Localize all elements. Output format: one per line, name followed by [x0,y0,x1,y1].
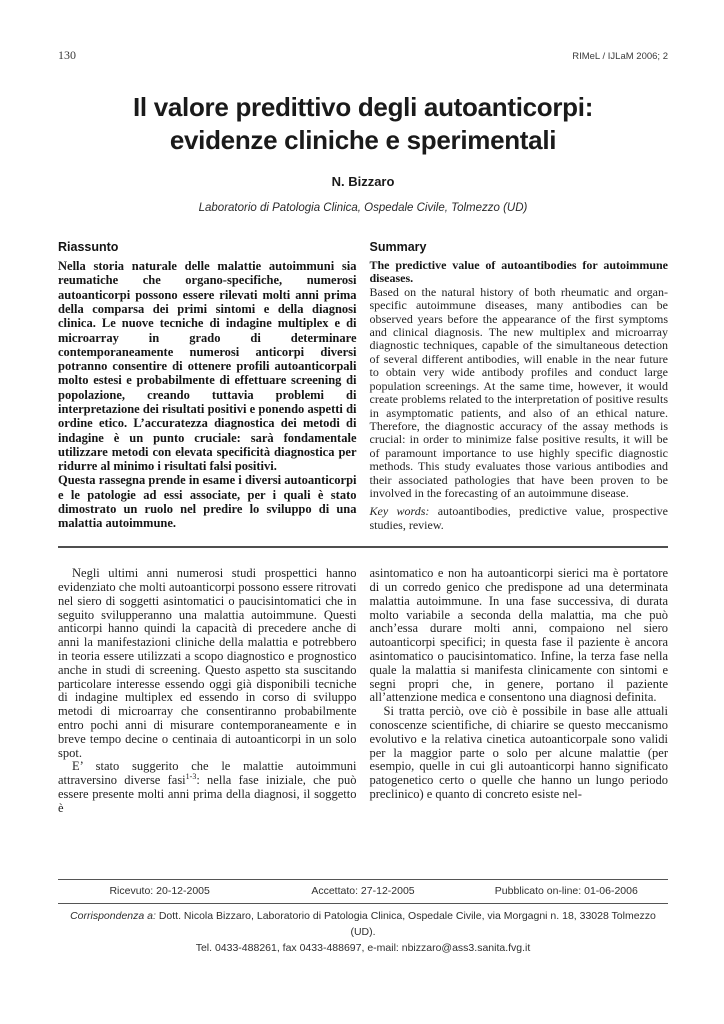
section-divider [58,546,668,548]
paper-title-line-1: Il valore predittivo degli autoanticorpi: [132,92,594,122]
publication-dates [58,880,668,903]
correspondence-label: Corrispondenza a: [70,910,156,922]
paper-title-line-2: evidenze cliniche e sperimentali [169,125,557,156]
keywords-line [370,505,669,532]
summary-paragraph: Based on the natural history of both rheumatic and organ-specific autoimmune diseases, many antibodies can be observed years before the appearance of the first symptoms and clinical diagnosis. The new multiplex and microarray diagnostic techniques, capable of the simultaneous detection of several different antibodies, will enable in the near future to obtain very wide antibody profiles and conduct large population screenings. At the same time, however, it would create problems related to the interpretation of positive results in asymptomatic patients, and also of an ethical nature. Therefore, the diagnostic accuracy of the assay methods is crucial: in order to minimize false positive results, it will be of paramount importance to use highly specific diagnostic methods. This study evaluates those various antibodies and their associated pathologies that have been proven to be involved in the forecasting of an autoimmune disease. [369,284,668,500]
correspondence-contact: Tel. 0433-488261, fax 0433-488697, e-mail: nbizzaro@ass3.sanita.fvg.it [195,941,531,954]
summary-title: The predictive value of autoantibodies for autoimmune diseases. [369,258,668,286]
keywords-text: autoantibodies, predictive value, prospective studies, review. [369,504,668,532]
journal-reference: RIMeL / IJLaM 2006; 2 [572,51,668,62]
published-date: Pubblicato on-line: 01-06-2006 [494,885,638,897]
correspondence-address: Dott. Nicola Bizzaro, Laboratorio di Patologia Clinica, Ospedale Civile, via Morgagni n. 18, 33028 Tolmezzo (UD). [158,910,656,938]
body-left-paragraph-2 [58,760,357,815]
body-right-paragraph-1: asintomatico e non ha autoanticorpi sierici ma è portatore di un corredo genico che predispone ad una determinata malattia autoimmune. In una fase successiva, di durata molto variabile a seconda della malattia, ma che può anch’essa durare molti anni, compaiono nel siero autoanticorpi specifici; in questa fase il paziente è ancora asintomatico o paucisintomatico. Infine, la terza fase nella quale la malattia si manifesta clinicamente con sintomi e segni propri che, in genere, portano il paziente all’attenzione medica e consentono una diagnosi definita. [369,566,668,705]
summary-heading: Summary [369,240,427,255]
author-name: N. Bizzaro [331,174,395,190]
received-date: Ricevuto: 20-12-2005 [109,885,210,897]
body-left-paragraph-2-text: E’ stato suggerito che le malattie autoimmuni attraversino diverse fasi [58,759,357,788]
riassunto-paragraph-2: Questa rassegna prende in esame i diversi autoanticorpi e le patologie ad essi associate, per i quali è stato dimostrato un ruolo nel predire lo sviluppo di una malattia autoimmune. [58,473,357,531]
running-head [58,48,668,63]
author-affiliation: Laboratorio di Patologia Clinica, Ospedale Civile, Tolmezzo (UD) [198,202,528,215]
body-text [58,567,668,815]
citation-superscript: 1-3 [185,771,197,781]
abstract-section [58,240,668,532]
body-left-paragraph-2-continued: : nella fase iniziale, che può essere presente molti anni prima della diagnosi, il soggetto è [58,773,357,815]
riassunto-heading: Riassunto [58,240,119,255]
correspondence-block [58,904,668,956]
keywords-label: Key words: [369,504,430,519]
footer [58,879,668,956]
abstract-english-column [370,240,669,532]
body-left-column [58,567,357,815]
body-left-paragraph-1: Negli ultimi anni numerosi studi prospettici hanno evidenziato che molti autoanticorpi possono essere ritrovati nel siero di soggetti asintomatici o paucisintomatici che in seguito svilupperanno una malattia autoimmune. Questi anticorpi hanno quindi la capacità di precedere anche di anni la manifestazioni cliniche della malattia e potrebbero in teoria essere utilizzati a scopo diagnostico e prognostico anche in studi di screening. Questo aspetto sta suscitando particolare interesse essendo oggi già disponibili tecniche di indagine multiplex ed essendo in corso di sviluppo metodi di microarray che consentiranno probabilmente entro pochi anni di misurare contemporaneamente e in breve tempo decine o centinaia di autoanticorpi in un solo spot. [58,566,357,760]
body-right-paragraph-2: Si tratta perciò, ove ciò è possibile in base alle attuali conoscenze scientifiche, di chiarire se questo meccanismo evolutivo e la relativa cinetica autoanticorpale sono validi per la maggior parte o solo per alcune malattie (per esempio, quelle in cui gli autoanticorpi hanno significato patogenetico certo o quelle che hanno un lungo periodo preclinico) e quanto di concreto esiste nel- [369,704,668,801]
accepted-date: Accettato: 27-12-2005 [311,885,415,897]
body-right-column [370,567,669,815]
paper-title [58,91,668,157]
abstract-italian-column [58,240,357,532]
riassunto-paragraph-1: Nella storia naturale delle malattie autoimmuni sia reumatiche che organo-specifiche, numerosi autoanticorpi possono essere rilevati molti anni prima della comparsa dei primi sintomi e della diagnosi clinica. Le nuove tecniche di indagine multiplex e di microarray in grado di determinare contemporaneamente numerosi anticorpi diversi potranno consentire di ottenere profili autoanticorpali molto estesi e probabilmente di effettuare screening di popolazione, creando tuttavia problemi di interpretazione dei risultati positivi e ponendo aspetti di ordine etico. L’accuratezza diagnostica dei metodi di indagine è un punto cruciale: sarà fondamentale utilizzare metodi con elevata specificità diagnostica per ridurre al minimo i risultati falsi positivi. [58,259,357,474]
page-number: 130 [58,48,76,62]
